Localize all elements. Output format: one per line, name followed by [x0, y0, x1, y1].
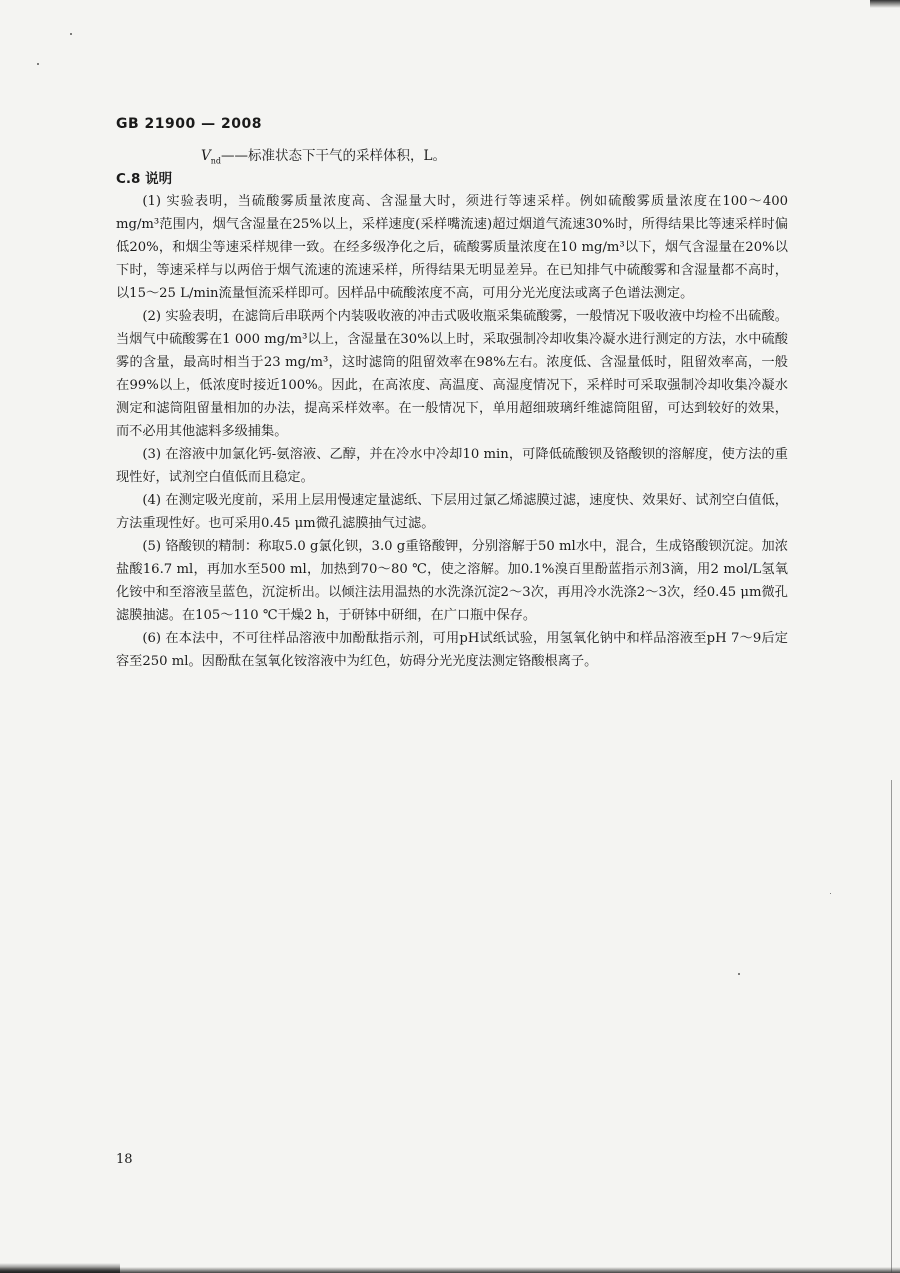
- variable-symbol: V: [201, 148, 211, 164]
- paragraph-5: (5) 铬酸钡的精制：称取5.0 g氯化钡，3.0 g重铬酸钾，分别溶解于50 ml水中，混合，生成铬酸钡沉淀。加浓盐酸16.7 ml，再加水至500 ml，加热到70～80 ℃，使之溶解。加0.1%溴百里酚蓝指示剂3滴，用2 mol/L氢氧化铵中和至溶液呈蓝色，沉淀析出。以倾注法用温热的水洗涤沉淀2～3次，再用冷水洗涤2～3次，经0.45 μm微孔滤膜抽滤。在105～110 ℃干燥2 h，于研钵中研细，在广口瓶中保存。: [116, 539, 788, 623]
- standard-code: GB 21900 — 2008: [116, 116, 262, 132]
- scan-edge-right: [891, 780, 892, 1273]
- section-title: C.8 说明: [116, 171, 173, 187]
- variable-definition: [201, 144, 446, 166]
- body-text: [116, 190, 788, 673]
- scan-speck: [70, 33, 72, 35]
- scan-speck: [37, 63, 39, 65]
- paragraph-3: (3) 在溶液中加氯化钙-氨溶液、乙醇，并在冷水中冷却10 min，可降低硫酸钡及铬酸钡的溶解度，使方法的重现性好，试剂空白值低而且稳定。: [116, 447, 788, 485]
- paragraph-4: (4) 在测定吸光度前，采用上层用慢速定量滤纸、下层用过氯乙烯滤膜过滤，速度快、效果好、试剂空白值低，方法重现性好。也可采用0.45 μm微孔滤膜抽气过滤。: [116, 493, 788, 531]
- scan-edge-bottom: [0, 1267, 900, 1273]
- scan-speck: [738, 973, 740, 975]
- variable-subscript: nd: [210, 156, 222, 166]
- page-number: 18: [116, 1152, 133, 1167]
- paragraph-6: (6) 在本法中，不可往样品溶液中加酚酞指示剂，可用pH试纸试验，用氢氧化钠中和样品溶液至pH 7～9后定容至250 ml。因酚酞在氢氧化铵溶液中为红色，妨碍分光光度法测定铬酸根离子。: [116, 631, 788, 669]
- scan-edge-top: [870, 0, 900, 8]
- variable-description: ——标准状态下干气的采样体积，L。: [221, 148, 446, 164]
- scan-speck: [830, 893, 831, 894]
- paragraph-1: (1) 实验表明，当硫酸雾质量浓度高、含湿量大时，须进行等速采样。例如硫酸雾质量浓度在100～400 mg/m³范围内，烟气含湿量在25%以上，采样速度(采样嘴流速)超过烟道气流速30%时，所得结果比等速采样时偏低20%，和烟尘等速采样规律一致。在经多级净化之后，硫酸雾质量浓度在10 mg/m³以下，烟气含湿量在20%以下时，等速采样与以两倍于烟气流速的流速采样，所得结果无明显差异。在已知排气中硫酸雾和含湿量都不高时，以15～25 L/min流量恒流采样即可。因样品中硫酸浓度不高，可用分光光度法或离子色谱法测定。: [116, 194, 788, 301]
- scan-edge-corner: [0, 1263, 120, 1273]
- paragraph-2: (2) 实验表明，在滤筒后串联两个内装吸收液的冲击式吸收瓶采集硫酸雾，一般情况下吸收液中均检不出硫酸。当烟气中硫酸雾在1 000 mg/m³以上，含湿量在30%以上时，采取强制冷却收集冷凝水进行测定的方法，水中硫酸雾的含量，最高时相当于23 mg/m³，这时滤筒的阻留效率在98%左右。浓度低、含湿量低时，阻留效率高，一般在99%以上，低浓度时接近100%。因此，在高浓度、高温度、高湿度情况下，采样时可采取强制冷却收集冷凝水测定和滤筒阻留量相加的办法，提高采样效率。在一般情况下，单用超细玻璃纤维滤筒阻留，可达到较好的效果，而不必用其他滤料多级捕集。: [116, 309, 788, 439]
